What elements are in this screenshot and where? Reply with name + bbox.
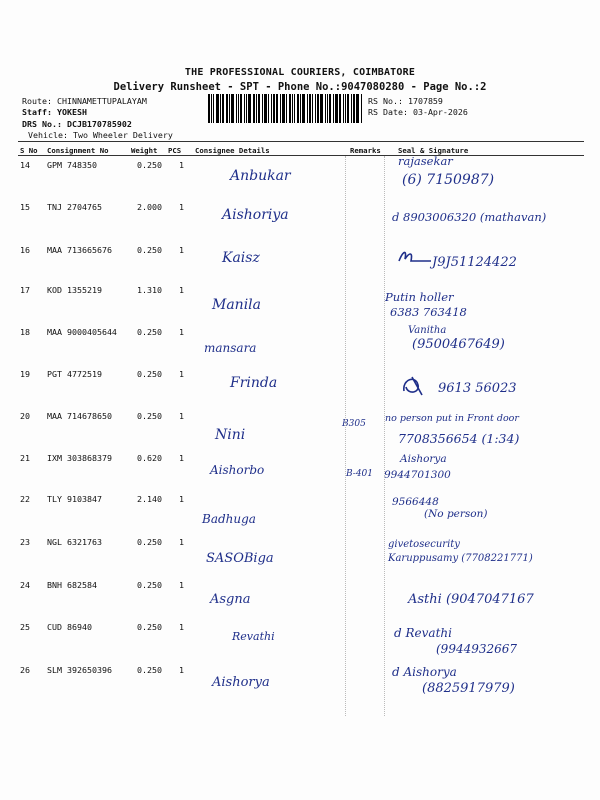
row-weight: 0.250 [137,369,162,379]
table-row [0,622,600,666]
row-weight: 2.140 [137,494,162,504]
row-weight: 0.250 [137,580,162,590]
signature-line-2: (No person) [424,508,488,520]
column-divider [384,156,385,716]
consignee-handwriting: Aishorya [212,675,270,690]
scribble-signature-icon [395,247,437,267]
row-sno: 20 [20,411,30,421]
consignee-handwriting: Manila [212,297,261,313]
row-consignment-no: TLY 9103847 [47,494,102,504]
row-pcs: 1 [179,411,184,421]
col-pcs: PCS [168,146,182,155]
table-row [0,154,600,204]
signature-line-1: Aishorya [400,453,447,465]
rs-number: RS No.: 1707859 [368,96,443,106]
row-pcs: 1 [179,453,184,463]
row-sno: 14 [20,160,30,170]
consignee-handwriting: Badhuga [202,512,256,526]
row-pcs: 1 [179,202,184,212]
signature-line-1: J9J51124422 [432,255,517,270]
row-weight: 0.250 [137,665,162,675]
consignee-handwriting: SASOBiga [206,551,274,566]
row-sno: 22 [20,494,30,504]
row-weight: 0.250 [137,411,162,421]
row-consignment-no: GPM 748350 [47,160,97,170]
table-row [0,453,600,497]
table-row [0,285,600,329]
consignee-handwriting: Revathi [232,630,275,643]
drs-number: DRS No.: DCJB170785902 [22,119,132,129]
signature-line-1: d 8903006320 (mathavan) [392,210,547,224]
row-sno: 26 [20,665,30,675]
row-weight: 0.620 [137,453,162,463]
remark-handwriting: B-401 [346,469,373,479]
barcode [208,94,364,123]
row-pcs: 1 [179,369,184,379]
row-sno: 15 [20,202,30,212]
signature-line-1: Vanitha [408,325,447,336]
row-consignment-no: TNJ 2704765 [47,202,102,212]
remark-handwriting: B305 [342,419,366,429]
header-rule-top [18,141,584,142]
row-consignment-no: CUD 86940 [47,622,92,632]
col-remarks: Remarks [350,146,381,155]
column-divider [345,156,346,716]
row-sno: 19 [20,369,30,379]
signature-line-1: givetosecurity [388,539,460,550]
row-sno: 21 [20,453,30,463]
company-title: THE PROFESSIONAL COURIERS, COIMBATORE [184,67,416,78]
consignee-handwriting: Nini [215,427,246,443]
row-pcs: 1 [179,537,184,547]
signature-line-1: Putin holler [385,290,454,304]
table-row [0,494,600,538]
signature-line-1: 9613 56023 [438,381,517,396]
signature-line-2: 6383 763418 [390,305,467,319]
table-row [0,665,600,709]
row-consignment-no: MAA 713665676 [47,245,112,255]
table-row [0,369,600,413]
consignee-handwriting: Frinda [230,375,278,391]
consignee-handwriting: Asgna [210,592,251,607]
row-pcs: 1 [179,160,184,170]
row-consignment-no: MAA 714678650 [47,411,112,421]
row-sno: 17 [20,285,30,295]
rs-date: RS Date: 03-Apr-2026 [368,107,468,117]
table-row [0,202,600,246]
row-pcs: 1 [179,665,184,675]
row-weight: 2.000 [137,202,162,212]
row-consignment-no: PGT 4772519 [47,369,102,379]
consignee-handwriting: Aishorbo [210,463,265,477]
consignee-handwriting: mansara [204,341,257,355]
col-seal-signature: Seal & Signature [398,146,469,155]
row-pcs: 1 [179,580,184,590]
consignee-handwriting: Kaisz [222,250,260,266]
row-consignment-no: IXM 303868379 [47,453,112,463]
staff-line: Staff: YOKESH [22,107,87,117]
row-weight: 0.250 [137,160,162,170]
row-pcs: 1 [179,494,184,504]
row-pcs: 1 [179,327,184,337]
signature-line-2: 9944701300 [384,469,451,481]
signature-line-2: (6) 7150987) [402,172,495,188]
table-row [0,245,600,289]
row-weight: 0.250 [137,245,162,255]
row-weight: 0.250 [137,327,162,337]
col-consignment: Consignment No [47,146,109,155]
table-row [0,327,600,371]
table-row [0,580,600,624]
consignee-handwriting: Anbukar [230,168,291,184]
signature-line-1: no person put in Front door [385,413,519,424]
signature-line-1: d Revathi [394,626,452,640]
row-pcs: 1 [179,285,184,295]
signature-line-2: Karuppusamy (7708221771) [388,553,533,564]
row-consignment-no: NGL 6321763 [47,537,102,547]
signature-line-1: d Aishorya [392,665,457,679]
vehicle-line: Vehicle: Two Wheeler Delivery [28,130,173,140]
row-consignment-no: SLM 392650396 [47,665,112,675]
row-sno: 25 [20,622,30,632]
row-sno: 16 [20,245,30,255]
scribble-signature-icon [398,373,438,397]
route-line: Route: CHINNAMETTUPALAYAM [22,96,147,106]
row-consignment-no: KOD 1355219 [47,285,102,295]
row-consignment-no: MAA 9000405644 [47,327,117,337]
row-pcs: 1 [179,245,184,255]
signature-line-1: 9566448 [392,496,439,508]
col-consignee: Consignee Details [195,146,270,155]
signature-line-1: rajasekar [398,154,453,168]
row-weight: 0.250 [137,537,162,547]
signature-line-2: (8825917979) [422,681,515,696]
row-pcs: 1 [179,622,184,632]
row-sno: 18 [20,327,30,337]
signature-line-2: (9500467649) [412,337,505,352]
signature-line-2: 7708356654 (1:34) [398,431,520,446]
table-row [0,537,600,581]
col-sno: S No [20,146,38,155]
col-weight: Weight [131,146,158,155]
row-sno: 24 [20,580,30,590]
consignee-handwriting: Aishoriya [222,207,289,223]
signature-line-2: (9944932667 [436,642,518,656]
table-row [0,411,600,455]
row-consignment-no: BNH 682584 [47,580,97,590]
runsheet-subtitle: Delivery Runsheet - SPT - Phone No.:9047080280 - Page No.:2 [113,81,487,93]
row-sno: 23 [20,537,30,547]
row-weight: 0.250 [137,622,162,632]
row-weight: 1.310 [137,285,162,295]
header-rule-bottom [18,155,584,156]
signature-line-1: Asthi (9047047167 [408,592,534,607]
